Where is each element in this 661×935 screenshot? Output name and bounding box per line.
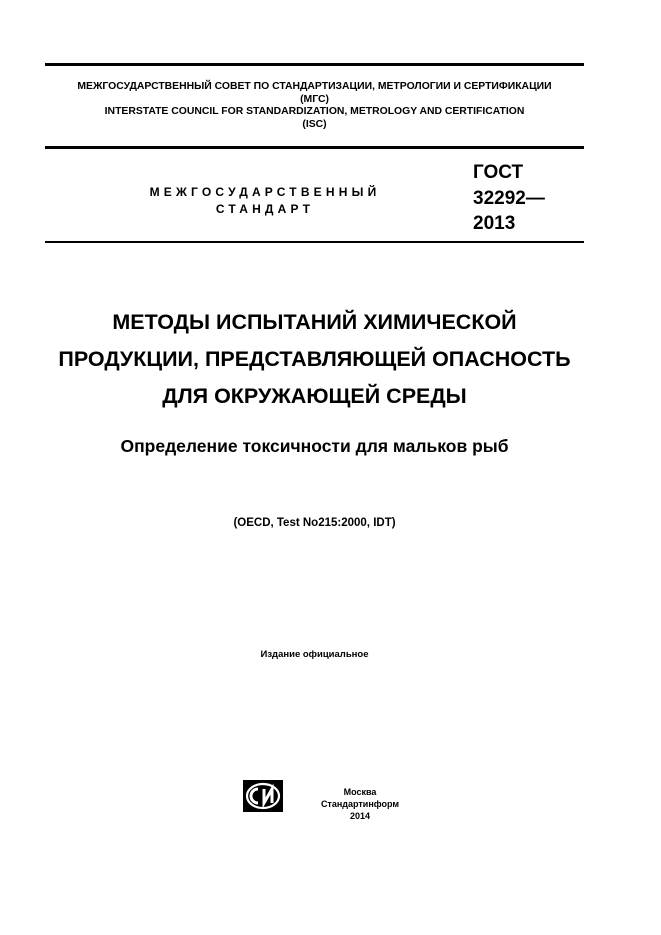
council-ru-line2: (МГС) — [300, 94, 329, 105]
title-line3: ДЛЯ ОКРУЖАЮЩЕЙ СРЕДЫ — [162, 384, 467, 408]
publisher-year: 2014 — [349, 811, 371, 821]
middle-rule — [45, 146, 584, 149]
oecd-reference: (OECD, Test No215:2000, IDT) — [233, 517, 396, 529]
bottom-rule — [45, 241, 584, 243]
standartinform-logo-icon — [242, 779, 284, 813]
gost-line2: 32292— — [473, 188, 545, 209]
publisher-city: Москва — [343, 787, 377, 797]
title-line2: ПРОДУКЦИИ, ПРЕДСТАВЛЯЮЩЕЙ ОПАСНОСТЬ — [58, 347, 571, 371]
publisher-name: Стандартинформ — [320, 799, 400, 809]
title-line1: МЕТОДЫ ИСПЫТАНИЙ ХИМИЧЕСКОЙ — [112, 310, 517, 334]
edition-label: Издание официальное — [260, 649, 369, 660]
council-en-line1: INTERSTATE COUNCIL FOR STANDARDIZATION, METROLOGY AND CERTIFICATION — [104, 106, 525, 117]
gost-line1: ГОСТ — [473, 162, 524, 183]
standard-label-line2: СТАНДАРТ — [215, 202, 315, 216]
subtitle: Определение токсичности для мальков рыб — [120, 436, 509, 456]
logo-text: СИ — [263, 810, 265, 811]
gost-line3: 2013 — [473, 213, 516, 234]
council-ru-line1: МЕЖГОСУДАРСТВЕННЫЙ СОВЕТ ПО СТАНДАРТИЗАЦИИ, МЕТРОЛОГИИ И СЕРТИФИКАЦИИ — [77, 81, 552, 92]
standard-label-line1: МЕЖГОСУДАРСТВЕННЫЙ — [149, 185, 381, 199]
top-rule — [45, 63, 584, 66]
council-en-line2: (ISC) — [302, 119, 327, 130]
